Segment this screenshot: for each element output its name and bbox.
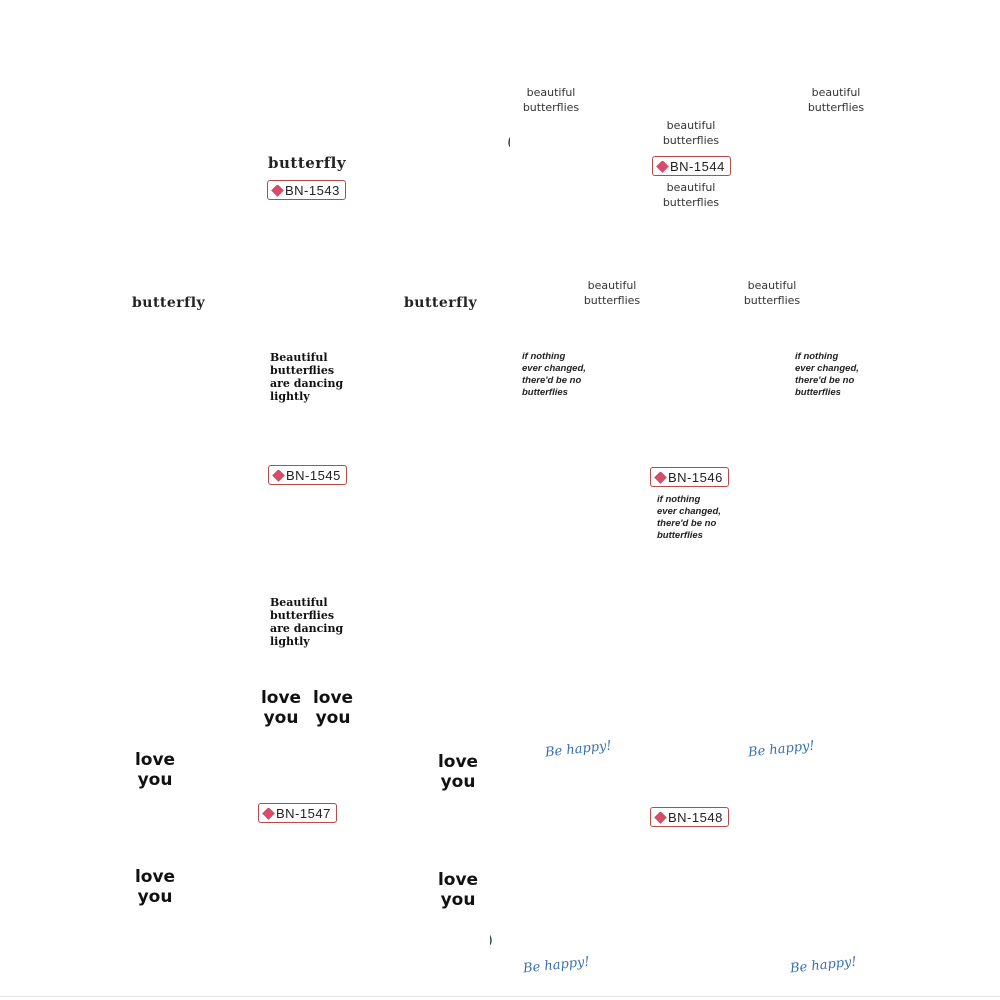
sheet-bn1548-happy-3: Be happy! — [522, 954, 591, 977]
heart-icon — [272, 469, 285, 482]
heart-icon — [262, 807, 275, 820]
sheet-bn1544-code-tag — [652, 156, 731, 176]
sheet-bn1547 — [120, 675, 490, 990]
sheet-bn1543-label-bottom-right: butterfly — [404, 295, 478, 311]
heart-icon — [656, 160, 669, 173]
love-line: love — [134, 750, 176, 770]
sheet-bn1544-phrase-d — [655, 180, 727, 210]
heart-icon — [654, 471, 667, 484]
sheet-bn1545-code-tag — [268, 465, 347, 485]
sheet-bn1547-love-1 — [258, 688, 304, 728]
heart-icon — [271, 184, 284, 197]
quote-line: ever changed, — [657, 506, 721, 517]
sheet-bn1546-quote-left — [522, 351, 586, 399]
sheet-bn1546-code-tag — [650, 467, 729, 487]
sheet-bn1547-love-5 — [132, 867, 178, 907]
love-line: love — [312, 688, 354, 708]
quote-line: if nothing — [657, 494, 701, 505]
bottom-divider — [0, 996, 1000, 997]
sheet-code: BN-1546 — [668, 469, 723, 485]
quote-line: butterflies — [270, 364, 335, 377]
quote-line: butterflies — [522, 387, 568, 398]
quote-line: are dancing — [270, 622, 344, 635]
phrase-line: butterflies — [743, 294, 801, 307]
sheet-bn1544-phrase-e — [576, 278, 648, 308]
sheet-bn1543-label-top: butterfly — [268, 154, 347, 172]
sheet-bn1546-quote-right — [795, 351, 859, 399]
sheet-bn1544-phrase-a — [516, 85, 586, 115]
quote-line: ever changed, — [795, 363, 859, 374]
sheet-bn1548-happy-4: Be happy! — [789, 954, 858, 977]
sheet-bn1543-label-bottom-left: butterfly — [132, 295, 206, 311]
love-line: you — [263, 708, 299, 728]
love-line: you — [137, 770, 173, 790]
quote-line: lightly — [270, 635, 310, 648]
love-line: you — [137, 887, 173, 907]
love-line: love — [437, 870, 479, 890]
quote-line: butterflies — [795, 387, 841, 398]
quote-line: lightly — [270, 390, 310, 403]
quote-line: Beautiful — [270, 596, 328, 609]
sheet-bn1545-quote-top — [270, 351, 343, 403]
sheet-bn1546-quote-center — [657, 494, 721, 542]
sheet-bn1545-quote-bottom — [270, 596, 343, 648]
phrase-line: beautiful — [811, 86, 861, 99]
quote-line: butterflies — [270, 609, 335, 622]
sheet-bn1547-love-6 — [435, 870, 481, 910]
sheet-code: BN-1545 — [286, 467, 341, 483]
phrase-line: beautiful — [747, 279, 797, 292]
quote-line: if nothing — [795, 351, 839, 362]
love-line: you — [440, 772, 476, 792]
phrase-line: butterflies — [662, 196, 720, 209]
sheet-bn1544-phrase-f — [736, 278, 808, 308]
phrase-line: beautiful — [587, 279, 637, 292]
quote-line: are dancing — [270, 377, 344, 390]
love-line: love — [134, 867, 176, 887]
love-line: you — [315, 708, 351, 728]
quote-line: there'd be no — [795, 375, 855, 386]
sheet-bn1548 — [510, 675, 880, 990]
phrase-line: butterflies — [807, 101, 865, 114]
sheet-bn1547-love-3 — [132, 750, 178, 790]
sheet-bn1548-happy-1: Be happy! — [544, 738, 613, 761]
sheet-bn1547-code-tag — [258, 803, 337, 823]
love-line: love — [260, 688, 302, 708]
love-line: you — [440, 890, 476, 910]
sheet-bn1547-love-4 — [435, 752, 481, 792]
sheet-bn1548-code-tag — [650, 807, 729, 827]
phrase-line: butterflies — [583, 294, 641, 307]
phrase-line: beautiful — [666, 119, 716, 132]
phrase-line: beautiful — [526, 86, 576, 99]
quote-line: butterflies — [657, 530, 703, 541]
phrase-line: beautiful — [666, 181, 716, 194]
phrase-line: butterflies — [662, 134, 720, 147]
quote-line: if nothing — [522, 351, 566, 362]
sheet-code: BN-1544 — [670, 158, 725, 174]
sheet-code: BN-1548 — [668, 809, 723, 825]
sheet-bn1544-phrase-b — [800, 85, 872, 115]
sheet-bn1548-happy-2: Be happy! — [747, 738, 816, 761]
sheet-bn1543-code-tag — [267, 180, 346, 200]
sheet-code: BN-1543 — [285, 182, 340, 198]
sheet-bn1544-phrase-c — [655, 118, 727, 148]
quote-line: there'd be no — [522, 375, 582, 386]
quote-line: ever changed, — [522, 363, 586, 374]
phrase-line: butterflies — [522, 101, 580, 114]
sheet-code: BN-1547 — [276, 805, 331, 821]
love-line: love — [437, 752, 479, 772]
quote-line: there'd be no — [657, 518, 717, 529]
sheet-bn1547-love-2 — [310, 688, 356, 728]
heart-icon — [654, 811, 667, 824]
quote-line: Beautiful — [270, 351, 328, 364]
